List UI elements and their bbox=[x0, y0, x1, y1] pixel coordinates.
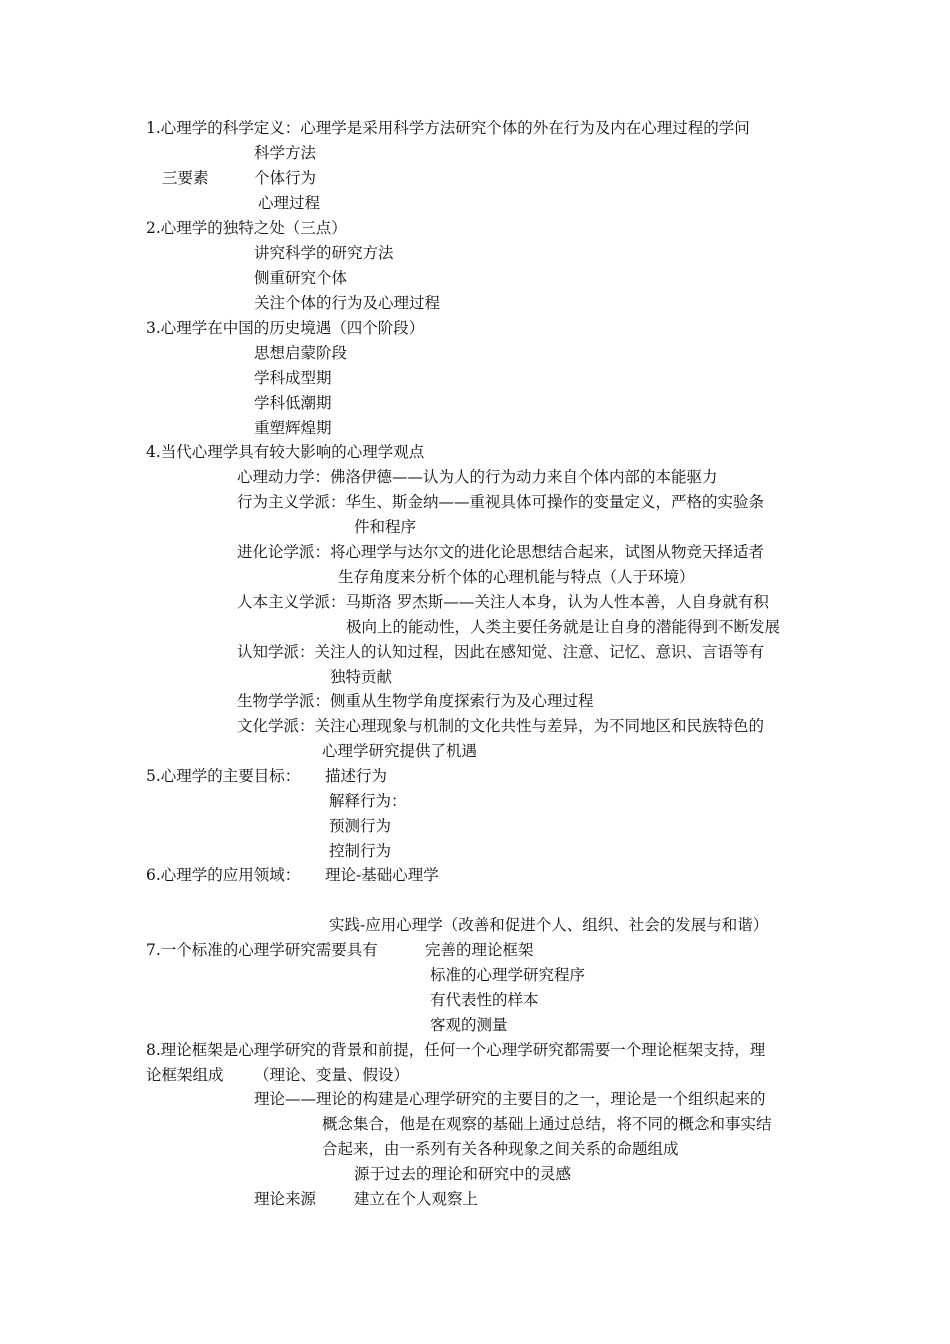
section-4-line: 进化论学派：将心理学与达尔文的进化论思想结合起来，试图从物竞天择适者 bbox=[237, 543, 765, 561]
section-3-item: 学科成型期 bbox=[254, 369, 332, 387]
section-2-item: 侧重研究个体 bbox=[254, 269, 348, 287]
section-2-item: 讲究科学的研究方法 bbox=[254, 244, 394, 262]
section-8-source-item: 源于过去的理论和研究中的灵感 bbox=[354, 1165, 572, 1183]
section-5-item: 解释行为： bbox=[329, 792, 407, 810]
section-1-item: 科学方法 bbox=[254, 144, 317, 162]
section-8-source-item: 建立在个人观察上 bbox=[354, 1190, 479, 1208]
section-5-item: 描述行为 bbox=[325, 767, 388, 785]
section-4-line: 生存角度来分析个体的心理机能与特点（人于环境） bbox=[338, 568, 695, 586]
section-4-line: 独特贡献 bbox=[330, 668, 393, 686]
section-5-item: 控制行为 bbox=[329, 842, 392, 860]
section-1-label: 三要素 bbox=[162, 169, 209, 187]
section-8-theory-line: 合起来，由一系列有关各种现象之间关系的命题组成 bbox=[322, 1140, 679, 1158]
section-7-item: 标准的心理学研究程序 bbox=[430, 966, 586, 984]
section-4-line: 人本主义学派：马斯洛 罗杰斯——关注人本身，认为人性本善，人自身就有积 bbox=[237, 593, 769, 611]
section-4-line: 生物学学派：侧重从生物学角度探索行为及心理过程 bbox=[237, 692, 594, 710]
section-8-theory-line: 理论——理论的构建是心理学研究的主要目的之一，理论是一个组织起来的 bbox=[254, 1090, 766, 1108]
section-4-line: 文化学派：关注心理现象与机制的文化共性与差异，为不同地区和民族特色的 bbox=[237, 717, 765, 735]
section-8-heading: 8.理论框架是心理学研究的背景和前提，任何一个心理学研究都需要一个理论框架支持，理 bbox=[146, 1041, 766, 1059]
section-6-heading: 6.心理学的应用领域： bbox=[146, 866, 301, 884]
section-8-heading-cont: 论框架组成 bbox=[146, 1066, 224, 1084]
section-3-item: 学科低潮期 bbox=[254, 394, 332, 412]
section-1-item: 心理过程 bbox=[258, 194, 321, 212]
section-4-heading: 4.当代心理学具有较大影响的心理学观点 bbox=[146, 443, 425, 461]
section-4-line: 极向上的能动性，人类主要任务就是让自身的潜能得到不断发展 bbox=[346, 618, 781, 636]
section-8-theory-line: 概念集合，他是在观察的基础上通过总结，将不同的概念和事实结 bbox=[322, 1115, 772, 1133]
section-5-item: 预测行为 bbox=[329, 817, 392, 835]
section-7-item: 完善的理论框架 bbox=[425, 941, 534, 959]
section-4-line: 心理学研究提供了机遇 bbox=[322, 742, 478, 760]
section-6-item: 实践-应用心理学（改善和促进个人、组织、社会的发展与和谐） bbox=[329, 916, 769, 934]
section-3-item: 重塑辉煌期 bbox=[254, 419, 332, 437]
section-2-item: 关注个体的行为及心理过程 bbox=[254, 294, 441, 312]
section-3-item: 思想启蒙阶段 bbox=[254, 344, 348, 362]
section-4-line: 件和程序 bbox=[354, 518, 417, 536]
section-2-heading: 2.心理学的独特之处（三点） bbox=[146, 219, 347, 237]
section-4-line: 心理动力学：佛洛伊德——认为人的行为动力来自个体内部的本能驱力 bbox=[237, 468, 718, 486]
section-5-heading: 5.心理学的主要目标： bbox=[146, 767, 301, 785]
section-8-source-label: 理论来源 bbox=[254, 1190, 317, 1208]
section-6-item: 理论-基础心理学 bbox=[325, 866, 439, 884]
section-4-line: 认知学派：关注人的认知过程，因此在感知觉、注意、记忆、意识、言语等有 bbox=[237, 643, 765, 661]
section-7-item: 客观的测量 bbox=[430, 1016, 508, 1034]
section-1-heading: 1.心理学的科学定义：心理学是采用科学方法研究个体的外在行为及内在心理过程的学问 bbox=[146, 119, 750, 137]
section-7-heading: 7.一个标准的心理学研究需要具有 bbox=[146, 941, 378, 959]
section-1-item: 个体行为 bbox=[254, 169, 317, 187]
section-8-heading-note: （理论、变量、假设） bbox=[254, 1066, 410, 1084]
section-7-item: 有代表性的样本 bbox=[430, 991, 539, 1009]
section-3-heading: 3.心理学在中国的历史境遇（四个阶段） bbox=[146, 319, 425, 337]
section-4-line: 行为主义学派：华生、斯金纳——重视具体可操作的变量定义，严格的实验条 bbox=[237, 493, 765, 511]
